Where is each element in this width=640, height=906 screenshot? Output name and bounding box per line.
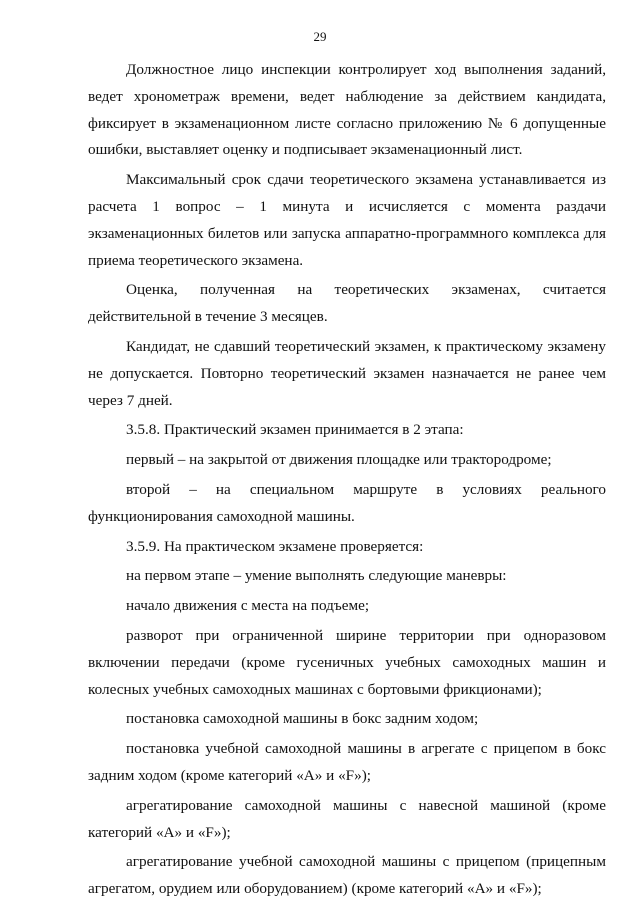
paragraph: 3.5.8. Практический экзамен принимается в 2 этапа:	[126, 421, 464, 439]
paragraph: на первом этапе – умение выполнять следующие маневры:	[126, 567, 507, 585]
paragraph: агрегатирование самоходной машины с навесной машиной (кроме категорий «А» и «F»);	[88, 796, 606, 841]
paragraph: начало движения с места на подъеме;	[126, 597, 370, 615]
paragraph: 3.5.9. На практическом экзамене проверяется:	[126, 537, 424, 555]
paragraph: постановка учебной самоходной машины в агрегате с прицепом в бокс задним ходом (кроме категорий «А» и «F»);	[88, 740, 606, 784]
paragraph: Должностное лицо инспекции контролирует ход выполнения заданий, ведет хронометраж времени, ведет наблюдение за действием кандидата, фиксирует в экзаменационном листе согласно приложению № 6 допущенные ошибки, выставляет оценку и подписывает экзаменационный лист.	[88, 61, 606, 159]
paragraph: агрегатирование учебной самоходной машины с прицепом (прицепным агрегатом, орудием или оборудованием) (кроме категорий «А» и «F»);	[88, 853, 606, 898]
paragraph: постановка самоходной машины в бокс задним ходом;	[126, 710, 479, 728]
paragraph: первый – на закрытой от движения площадке или трактородроме;	[126, 451, 552, 469]
page-number: 29	[313, 29, 327, 44]
paragraph: разворот при ограниченной ширине территории при одноразовом включении передачи (кроме гусеничных учебных самоходных машин и колесных учебных самоходных машинах с бортовыми фрикционами);	[88, 626, 606, 698]
document-body	[88, 57, 606, 906]
paragraph: Кандидат, не сдавший теоретический экзамен, к практическому экзамену не допускается. Повторно теоретический экзамен назначается не ранее чем через 7 дней.	[88, 337, 606, 409]
paragraph: второй – на специальном маршруте в условиях реального функционирования самоходной машины.	[88, 480, 606, 525]
paragraph: Максимальный срок сдачи теоретического экзамена устанавливается из расчета 1 вопрос – 1 минута и исчисляется с момента раздачи экзаменационных билетов или запуска аппаратно-программного комплекса для приема теоретического экзамена.	[88, 171, 606, 269]
paragraph: Оценка, полученная на теоретических экзаменах, считается действительной в течение 3 месяцев.	[88, 281, 606, 326]
